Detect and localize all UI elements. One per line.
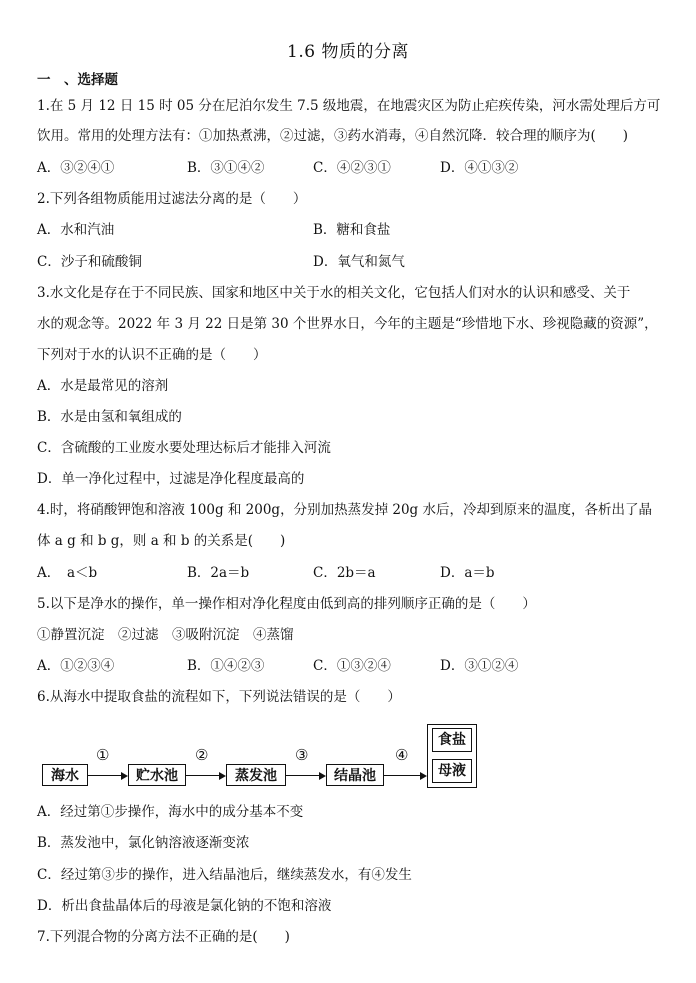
flow-step-3: ③ bbox=[295, 746, 309, 764]
flow-output-salt: 食盐 bbox=[432, 728, 472, 752]
q2-option-d: D．氧气和氮气 bbox=[313, 254, 405, 270]
q4-option-a: A． a＜b bbox=[37, 565, 98, 581]
flow-step-2: ② bbox=[195, 746, 209, 764]
q6-option-d: D．析出食盐晶体后的母液是氯化钠的不饱和溶液 bbox=[37, 898, 332, 914]
flow-output-bracket bbox=[427, 724, 477, 788]
q5-option-b: B．①④②③ bbox=[187, 658, 265, 674]
q5-option-c: C．①③②④ bbox=[313, 658, 391, 674]
q7-text: 7.下列混合物的分离方法不正确的是( ) bbox=[37, 929, 290, 945]
q1-text-line2: 饮用。常用的处理方法有：①加热煮沸，②过滤，③药水消毒，④自然沉降．较合理的顺序为( ) bbox=[37, 128, 629, 144]
salt-extraction-flow-diagram bbox=[40, 722, 480, 792]
q6-text: 6.从海水中提取食盐的流程如下，下列说法错误的是（ ） bbox=[37, 689, 401, 705]
q3-option-a: A．水是最常见的溶剂 bbox=[37, 378, 169, 394]
flow-arrow-head-4 bbox=[420, 772, 427, 780]
q6-option-c: C．经过第③步的操作，进入结晶池后，继续蒸发水，有④发生 bbox=[37, 867, 412, 883]
q4-option-c: C．2b＝a bbox=[313, 565, 376, 581]
flow-box-seawater: 海水 bbox=[42, 764, 88, 786]
flow-arrow-head-1 bbox=[121, 772, 128, 780]
q3-text-line1: 3.水文化是存在于不同民族、国家和地区中关于水的相关文化，它包括人们对水的认识和感受、关于 bbox=[37, 285, 631, 301]
q3-text-line2: 水的观念等。2022 年 3 月 22 日是第 30 个世界水日，今年的主题是“珍惜地下水、珍视隐藏的资源”， bbox=[37, 316, 658, 332]
q4-option-d: D．a＝b bbox=[440, 565, 495, 581]
q4-option-b: B．2a＝b bbox=[187, 565, 250, 581]
page-title: 1.6 物质的分离 bbox=[287, 42, 409, 62]
flow-arrow-line-1 bbox=[88, 775, 121, 776]
flow-step-4: ④ bbox=[395, 746, 409, 764]
q5-option-a: A．①②③④ bbox=[37, 658, 115, 674]
q1-option-c: C．④②③① bbox=[313, 160, 391, 176]
flow-arrow-head-2 bbox=[219, 772, 226, 780]
q3-text-line3: 下列对于水的认识不正确的是（ ） bbox=[37, 347, 267, 363]
q2-option-b: B．糖和食盐 bbox=[313, 222, 391, 238]
flow-box-crystallization-pool: 结晶池 bbox=[326, 764, 384, 786]
flow-arrow-line-2 bbox=[186, 775, 219, 776]
flow-output-mother-liquor: 母液 bbox=[432, 759, 472, 783]
flow-box-storage-pool: 贮水池 bbox=[128, 764, 186, 786]
flow-box-evaporation-pool: 蒸发池 bbox=[226, 764, 286, 786]
flow-arrow-line-3 bbox=[286, 775, 319, 776]
q3-option-d: D．单一净化过程中，过滤是净化程度最高的 bbox=[37, 471, 305, 487]
flow-arrow-line-4 bbox=[384, 775, 420, 776]
section-heading: 一 、选择题 bbox=[37, 72, 118, 88]
flow-step-1: ① bbox=[96, 746, 110, 764]
flow-arrow-head-3 bbox=[319, 772, 326, 780]
q6-option-a: A．经过第①步操作，海水中的成分基本不变 bbox=[37, 804, 304, 820]
q1-option-b: B．③①④② bbox=[187, 160, 265, 176]
q3-option-c: C．含硫酸的工业废水要处理达标后才能排入河流 bbox=[37, 440, 331, 456]
q1-option-d: D．④①③② bbox=[440, 160, 519, 176]
q3-option-b: B．水是由氢和氧组成的 bbox=[37, 409, 182, 425]
q6-option-b: B．蒸发池中，氯化钠溶液逐渐变浓 bbox=[37, 835, 250, 851]
q4-text-line2: 体 a g 和 b g，则 a 和 b 的关系是( ) bbox=[37, 533, 286, 549]
q5-option-d: D．③①②④ bbox=[440, 658, 519, 674]
q2-text: 2.下列各组物质能用过滤法分离的是（ ） bbox=[37, 191, 307, 207]
q5-text-line1: 5.以下是净水的操作，单一操作相对净化程度由低到高的排列顺序正确的是（ ） bbox=[37, 596, 536, 612]
q1-text-line1: 1.在 5 月 12 日 15 时 05 分在尼泊尔发生 7.5 级地震，在地震灾区为防止疟疾传染，河水需处理后方可 bbox=[37, 98, 661, 114]
q5-text-line2: ①静置沉淀 ②过滤 ③吸附沉淀 ④蒸馏 bbox=[37, 627, 294, 643]
q1-option-a: A．③②④① bbox=[37, 160, 115, 176]
q2-option-a: A．水和汽油 bbox=[37, 222, 115, 238]
q4-text-line1: 4.时，将硝酸钾饱和溶液 100g 和 200g，分别加热蒸发掉 20g 水后，冷却到原来的温度，各析出了晶 bbox=[37, 502, 652, 518]
q2-option-c: C．沙子和硫酸铜 bbox=[37, 254, 142, 270]
